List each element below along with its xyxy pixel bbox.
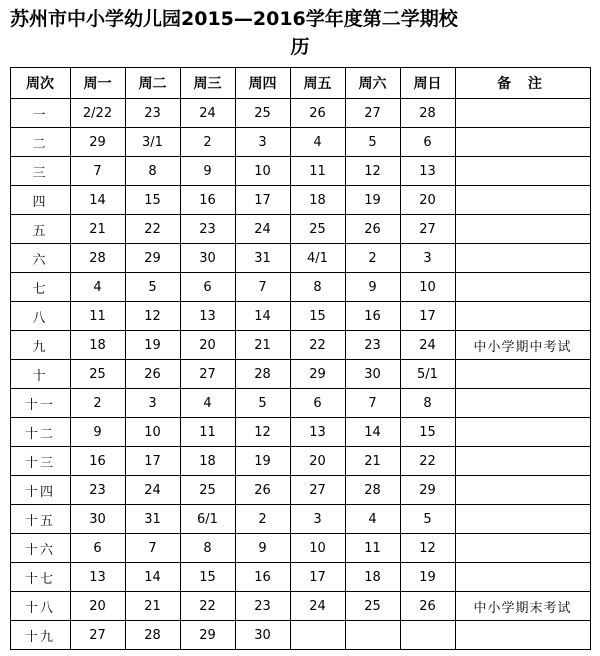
table-header-row <box>10 68 590 99</box>
day-cell: 13 <box>180 302 235 331</box>
day-cell: 7 <box>235 273 290 302</box>
day-cell: 4 <box>290 128 345 157</box>
table-row <box>10 302 590 331</box>
week-number-cell: 三 <box>10 157 70 186</box>
day-cell <box>400 621 455 650</box>
note-cell <box>455 99 590 128</box>
table-row <box>10 128 590 157</box>
column-header-sunday: 周日 <box>400 68 455 99</box>
day-cell: 14 <box>70 186 125 215</box>
week-number-cell: 十四 <box>10 476 70 505</box>
day-cell: 28 <box>125 621 180 650</box>
note-cell <box>455 186 590 215</box>
week-number-cell: 二 <box>10 128 70 157</box>
day-cell: 27 <box>180 360 235 389</box>
day-cell: 25 <box>345 592 400 621</box>
day-cell: 28 <box>345 476 400 505</box>
week-number-cell: 十二 <box>10 418 70 447</box>
day-cell: 23 <box>125 99 180 128</box>
day-cell: 7 <box>345 389 400 418</box>
day-cell: 29 <box>180 621 235 650</box>
day-cell: 23 <box>235 592 290 621</box>
table-row <box>10 99 590 128</box>
note-cell <box>455 302 590 331</box>
day-cell: 8 <box>180 534 235 563</box>
day-cell: 23 <box>180 215 235 244</box>
day-cell: 11 <box>345 534 400 563</box>
day-cell: 14 <box>235 302 290 331</box>
day-cell: 25 <box>180 476 235 505</box>
day-cell: 13 <box>290 418 345 447</box>
note-cell <box>455 505 590 534</box>
day-cell: 16 <box>70 447 125 476</box>
day-cell: 27 <box>400 215 455 244</box>
day-cell: 4 <box>345 505 400 534</box>
day-cell: 3 <box>125 389 180 418</box>
day-cell: 12 <box>235 418 290 447</box>
page-title-line-1: 苏州市中小学幼儿园2015—2016学年度第二学期校 <box>10 8 458 30</box>
week-number-cell: 十 <box>10 360 70 389</box>
day-cell: 24 <box>125 476 180 505</box>
day-cell: 11 <box>180 418 235 447</box>
day-cell: 14 <box>345 418 400 447</box>
day-cell: 18 <box>290 186 345 215</box>
day-cell: 5/1 <box>400 360 455 389</box>
day-cell: 9 <box>345 273 400 302</box>
day-cell: 17 <box>235 186 290 215</box>
table-row <box>10 476 590 505</box>
week-number-cell: 六 <box>10 244 70 273</box>
day-cell: 15 <box>400 418 455 447</box>
day-cell: 30 <box>345 360 400 389</box>
day-cell: 29 <box>125 244 180 273</box>
day-cell: 11 <box>290 157 345 186</box>
day-cell: 4/1 <box>290 244 345 273</box>
day-cell: 22 <box>125 215 180 244</box>
note-cell <box>455 621 590 650</box>
day-cell: 3 <box>290 505 345 534</box>
day-cell: 18 <box>345 563 400 592</box>
day-cell: 23 <box>70 476 125 505</box>
note-cell <box>455 128 590 157</box>
day-cell: 22 <box>290 331 345 360</box>
day-cell: 13 <box>70 563 125 592</box>
day-cell: 15 <box>290 302 345 331</box>
day-cell: 3 <box>400 244 455 273</box>
day-cell: 10 <box>235 157 290 186</box>
table-row <box>10 389 590 418</box>
note-cell <box>455 244 590 273</box>
week-number-cell: 四 <box>10 186 70 215</box>
day-cell: 26 <box>235 476 290 505</box>
note-cell <box>455 476 590 505</box>
week-number-cell: 十三 <box>10 447 70 476</box>
day-cell: 27 <box>345 99 400 128</box>
day-cell: 10 <box>400 273 455 302</box>
day-cell: 21 <box>125 592 180 621</box>
day-cell: 7 <box>125 534 180 563</box>
day-cell: 31 <box>125 505 180 534</box>
week-number-cell: 七 <box>10 273 70 302</box>
day-cell: 21 <box>235 331 290 360</box>
table-row <box>10 621 590 650</box>
day-cell: 22 <box>180 592 235 621</box>
day-cell: 11 <box>70 302 125 331</box>
day-cell: 5 <box>235 389 290 418</box>
day-cell: 30 <box>235 621 290 650</box>
note-cell <box>455 418 590 447</box>
week-number-cell: 十八 <box>10 592 70 621</box>
table-row <box>10 244 590 273</box>
day-cell: 20 <box>70 592 125 621</box>
table-row <box>10 447 590 476</box>
day-cell: 19 <box>235 447 290 476</box>
day-cell: 28 <box>400 99 455 128</box>
table-row <box>10 215 590 244</box>
note-cell: 中小学期末考试 <box>455 592 590 621</box>
day-cell: 3 <box>235 128 290 157</box>
day-cell: 25 <box>70 360 125 389</box>
day-cell: 24 <box>180 99 235 128</box>
week-number-cell: 十七 <box>10 563 70 592</box>
week-number-cell: 九 <box>10 331 70 360</box>
day-cell: 30 <box>70 505 125 534</box>
day-cell: 2/22 <box>70 99 125 128</box>
day-cell: 18 <box>70 331 125 360</box>
day-cell: 27 <box>70 621 125 650</box>
day-cell: 6 <box>70 534 125 563</box>
day-cell: 24 <box>290 592 345 621</box>
day-cell: 13 <box>400 157 455 186</box>
day-cell: 8 <box>125 157 180 186</box>
table-row <box>10 157 590 186</box>
table-row <box>10 505 590 534</box>
table-body <box>10 99 590 650</box>
week-number-cell: 十一 <box>10 389 70 418</box>
day-cell: 29 <box>70 128 125 157</box>
day-cell: 12 <box>125 302 180 331</box>
day-cell: 18 <box>180 447 235 476</box>
column-header-saturday: 周六 <box>345 68 400 99</box>
day-cell: 6 <box>290 389 345 418</box>
day-cell: 28 <box>235 360 290 389</box>
day-cell: 31 <box>235 244 290 273</box>
column-header-wednesday: 周三 <box>180 68 235 99</box>
day-cell: 16 <box>345 302 400 331</box>
day-cell: 26 <box>400 592 455 621</box>
table-row <box>10 563 590 592</box>
table-row <box>10 273 590 302</box>
day-cell: 22 <box>400 447 455 476</box>
day-cell: 20 <box>400 186 455 215</box>
day-cell: 16 <box>235 563 290 592</box>
week-number-cell: 五 <box>10 215 70 244</box>
week-number-cell: 一 <box>10 99 70 128</box>
day-cell: 2 <box>70 389 125 418</box>
day-cell: 28 <box>70 244 125 273</box>
day-cell: 4 <box>70 273 125 302</box>
note-cell <box>455 447 590 476</box>
day-cell: 15 <box>125 186 180 215</box>
day-cell: 5 <box>345 128 400 157</box>
day-cell <box>345 621 400 650</box>
day-cell: 24 <box>235 215 290 244</box>
school-calendar-table <box>10 67 591 650</box>
day-cell: 6 <box>400 128 455 157</box>
day-cell: 8 <box>400 389 455 418</box>
column-header-thursday: 周四 <box>235 68 290 99</box>
day-cell <box>290 621 345 650</box>
day-cell: 7 <box>70 157 125 186</box>
week-number-cell: 十六 <box>10 534 70 563</box>
day-cell: 19 <box>125 331 180 360</box>
day-cell: 17 <box>400 302 455 331</box>
day-cell: 20 <box>180 331 235 360</box>
note-cell <box>455 534 590 563</box>
day-cell: 2 <box>345 244 400 273</box>
day-cell: 9 <box>180 157 235 186</box>
day-cell: 29 <box>290 360 345 389</box>
day-cell: 20 <box>290 447 345 476</box>
day-cell: 15 <box>180 563 235 592</box>
note-cell <box>455 273 590 302</box>
note-cell <box>455 563 590 592</box>
day-cell: 27 <box>290 476 345 505</box>
day-cell: 19 <box>400 563 455 592</box>
table-row <box>10 186 590 215</box>
week-number-cell: 十九 <box>10 621 70 650</box>
day-cell: 2 <box>180 128 235 157</box>
page-title-line-2: 历 <box>290 36 310 58</box>
week-number-cell: 八 <box>10 302 70 331</box>
day-cell: 26 <box>125 360 180 389</box>
day-cell: 4 <box>180 389 235 418</box>
day-cell: 25 <box>290 215 345 244</box>
week-number-cell: 十五 <box>10 505 70 534</box>
day-cell: 5 <box>125 273 180 302</box>
day-cell: 10 <box>125 418 180 447</box>
day-cell: 30 <box>180 244 235 273</box>
page-title <box>0 0 600 61</box>
day-cell: 23 <box>345 331 400 360</box>
day-cell: 29 <box>400 476 455 505</box>
column-header-week: 周次 <box>10 68 70 99</box>
note-cell <box>455 215 590 244</box>
table-row <box>10 592 590 621</box>
day-cell: 16 <box>180 186 235 215</box>
day-cell: 24 <box>400 331 455 360</box>
day-cell: 21 <box>345 447 400 476</box>
day-cell: 21 <box>70 215 125 244</box>
day-cell: 14 <box>125 563 180 592</box>
day-cell: 10 <box>290 534 345 563</box>
day-cell: 6/1 <box>180 505 235 534</box>
column-header-tuesday: 周二 <box>125 68 180 99</box>
day-cell: 5 <box>400 505 455 534</box>
note-cell <box>455 157 590 186</box>
note-cell <box>455 360 590 389</box>
day-cell: 26 <box>290 99 345 128</box>
day-cell: 17 <box>290 563 345 592</box>
column-header-notes: 备 注 <box>455 68 590 99</box>
day-cell: 19 <box>345 186 400 215</box>
column-header-monday: 周一 <box>70 68 125 99</box>
table-row <box>10 418 590 447</box>
day-cell: 12 <box>400 534 455 563</box>
day-cell: 6 <box>180 273 235 302</box>
table-row <box>10 534 590 563</box>
day-cell: 2 <box>235 505 290 534</box>
day-cell: 25 <box>235 99 290 128</box>
table-row <box>10 360 590 389</box>
note-cell <box>455 389 590 418</box>
day-cell: 8 <box>290 273 345 302</box>
day-cell: 9 <box>70 418 125 447</box>
day-cell: 17 <box>125 447 180 476</box>
table-row <box>10 331 590 360</box>
day-cell: 3/1 <box>125 128 180 157</box>
day-cell: 12 <box>345 157 400 186</box>
note-cell: 中小学期中考试 <box>455 331 590 360</box>
day-cell: 9 <box>235 534 290 563</box>
column-header-friday: 周五 <box>290 68 345 99</box>
day-cell: 26 <box>345 215 400 244</box>
